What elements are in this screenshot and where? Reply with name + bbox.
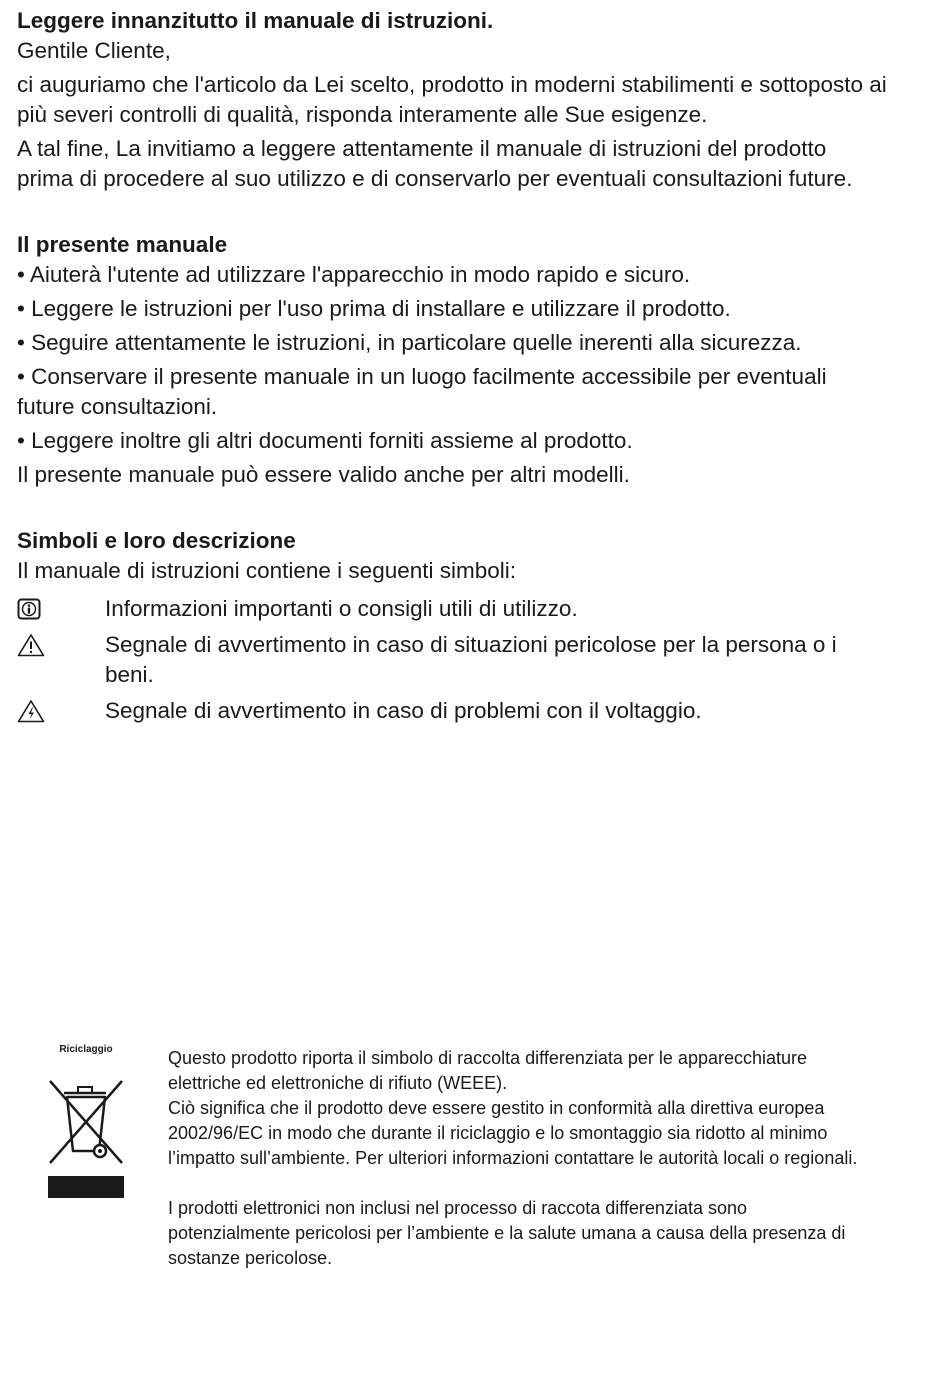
- intro-paragraph-2: A tal fine, La invitiamo a leggere attentamente il manuale di istruzioni del prodotto prima di procedere al suo utilizzo e di conservarlo per eventuali consultazioni future.: [17, 136, 853, 191]
- weee-paragraph-3: I prodotti elettronici non inclusi nel processo di raccota differenziata sono potenzialmente pericolosi per l’ambiente e la salute umana a causa della presenza di sostanze pericolose.: [168, 1198, 846, 1268]
- page-title: Leggere innanzitutto il manuale di istruzioni.: [17, 8, 494, 33]
- symbol-description: Informazioni importanti o consigli utili di utilizzo.: [105, 596, 578, 621]
- symbols-intro: Il manuale di istruzioni contiene i seguenti simboli:: [17, 558, 517, 583]
- symbol-row-info: [17, 594, 887, 624]
- symbol-row-electric: [17, 696, 887, 726]
- manual-intro-section: [17, 6, 887, 726]
- symbol-description: Segnale di avvertimento in caso di problemi con il voltaggio.: [105, 698, 702, 723]
- bullet-item: • Conservare il presente manuale in un luogo facilmente accessibile per eventuali future consultazioni.: [17, 364, 827, 419]
- symbol-row-warning: [17, 630, 887, 690]
- bullet-item: • Seguire attentamente le istruzioni, in particolare quelle inerenti alla sicurezza.: [17, 330, 802, 355]
- intro-paragraph-1: ci auguriamo che l'articolo da Lei scelto, prodotto in moderni stabilimenti e sottoposto ai più severi controlli di qualità, risponda interamente alle Sue esigenze.: [17, 72, 887, 127]
- greeting: Gentile Cliente,: [17, 38, 171, 63]
- symbols-heading: Simboli e loro descrizione: [17, 528, 296, 553]
- bullet-item: • Leggere inoltre gli altri documenti forniti assieme al prodotto.: [17, 428, 633, 453]
- info-icon: [17, 594, 105, 624]
- crossed-bin-icon: [40, 1075, 140, 1172]
- manual-note: Il presente manuale può essere valido anche per altri modelli.: [17, 462, 630, 487]
- symbol-description: Segnale di avvertimento in caso di situazioni pericolose per la persona o i beni.: [105, 632, 837, 687]
- weee-bar: [48, 1176, 124, 1198]
- weee-info-section: [168, 1046, 858, 1271]
- weee-paragraph-1: Questo prodotto riporta il simbolo di raccolta differenziata per le apparecchiature elettriche ed elettroniche di rifiuto (WEEE).: [168, 1048, 808, 1093]
- manual-heading: Il presente manuale: [17, 232, 228, 257]
- weee-paragraph-2: Ciò significa che il prodotto deve essere gestito in conformità alla direttiva europea 2002/96/EC in modo che durante il riciclaggio e lo smontaggio sia ridotto al minimo l’impatto sull’ambiente. Per ulteriori informazioni contattare le autorità locali o regionali.: [168, 1098, 858, 1168]
- recycling-symbol-block: [40, 1044, 140, 1198]
- bullet-item: • Leggere le istruzioni per l'uso prima di installare e utilizzare il prodotto.: [17, 296, 731, 321]
- warning-icon: [17, 630, 105, 660]
- recycling-label: Riciclaggio: [59, 1044, 113, 1055]
- electric-warning-icon: [17, 696, 105, 726]
- bullet-item: • Aiuterà l'utente ad utilizzare l'apparecchio in modo rapido e sicuro.: [17, 262, 691, 287]
